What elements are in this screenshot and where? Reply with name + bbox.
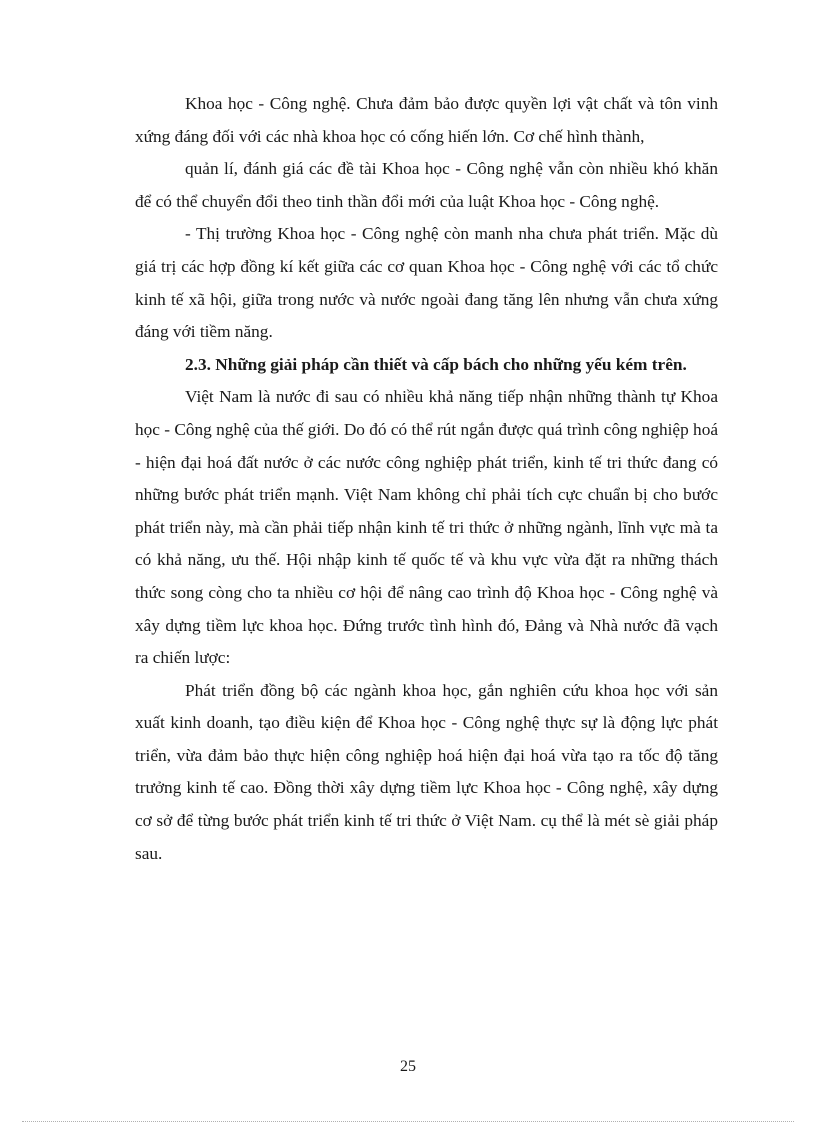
section-heading: 2.3. Những giải pháp cần thiết và cấp bách cho những yếu kém trên. bbox=[185, 354, 687, 374]
paragraph-rewards: Khoa học - Công nghệ. Chưa đảm bảo được quyền lợi vật chất và tôn vinh xứng đáng đối với các nhà khoa học có cống hiến lớn. Cơ chế hình thành, bbox=[135, 94, 718, 146]
page-number: 25 bbox=[400, 1058, 416, 1075]
paragraph-market: - Thị trường Khoa học - Công nghệ còn manh nha chưa phát triển. Mặc dù giá trị các hợp đồng kí kết giữa các cơ quan Khoa học - Công nghệ với các tổ chức kinh tế xã hội, giữa trong nước và nước ngoài đang tăng lên nhưng vẫn chưa xứng đáng với tiềm năng. bbox=[135, 224, 718, 342]
paragraph-strategy: Phát triển đồng bộ các ngành khoa học, gắn nghiên cứu khoa học với sản xuất kinh doanh, tạo điều kiện để Khoa học - Công nghệ thực sự là động lực phát triển, vừa đảm bảo thực hiện công nghiệp hoá hiện đại hoá vừa tạo ra tốc độ tăng trưởng kinh tế cao. Đồng thời xây dựng tiềm lực Khoa học - Công nghệ, xây dựng cơ sở để từng bước phát triển kinh tế tri thức ở Việt Nam. cụ thể là mét sè giải pháp sau. bbox=[135, 680, 718, 863]
paragraph-management: quản lí, đánh giá các đề tài Khoa học - Công nghệ vẫn còn nhiều khó khăn để có thể chuyển đổi theo tinh thần đổi mới của luật Khoa học - Công nghệ. bbox=[135, 159, 718, 211]
paragraph-vietnam-opportunity: Việt Nam là nước đi sau có nhiều khả năng tiếp nhận những thành tự Khoa học - Công nghệ của thế giới. Do đó có thể rút ngắn được quá trình công nghiệp hoá - hiện đại hoá đất nước ở các nước công nghiệp phát triển, kinh tế tri thức đang có những bước phát triển mạnh. Việt Nam không chỉ phải tích cực chuẩn bị cho bước phát triển này, mà cần phải tiếp nhận kinh tế tri thức ở những ngành, lĩnh vực mà ta có khả năng, ưu thế. Hội nhập kinh tế quốc tế và khu vực vừa đặt ra những thách thức song còng cho ta nhiều cơ hội để nâng cao trình độ Khoa học - Công nghệ và xây dựng tiềm lực khoa học. Đứng trước tình hình đó, Đảng và Nhà nước đã vạch ra chiến lược: bbox=[135, 387, 718, 668]
footer-divider bbox=[22, 1121, 794, 1122]
page-body bbox=[135, 88, 718, 870]
